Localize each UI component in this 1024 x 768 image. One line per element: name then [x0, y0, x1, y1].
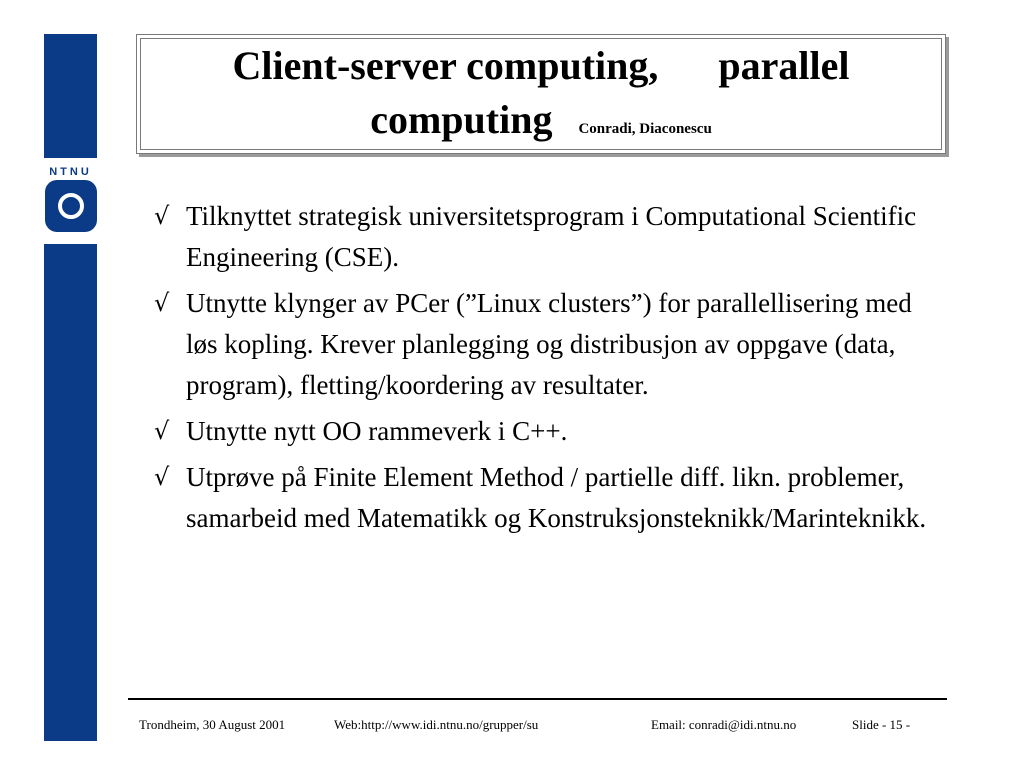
slide-authors: Conradi, Diaconescu [578, 121, 712, 137]
footer-web: Web:http://www.idi.ntnu.no/grupper/su [334, 717, 539, 732]
check-mark-icon: √ [154, 417, 170, 445]
bullet-item [148, 283, 948, 406]
footer-divider [128, 698, 947, 700]
bullet-text: Utnytte nytt OO rammeverk i C++. [186, 416, 568, 446]
bullet-list [148, 196, 948, 544]
footer-email: Email: conradi@idi.ntnu.no [651, 717, 797, 732]
slide-title-line2-text: computing [370, 97, 553, 142]
bullet-text: Utprøve på Finite Element Method / partielle diff. likn. problemer, samarbeid med Matematikk og Konstruksjonsteknikk/Marinteknikk. [186, 462, 927, 533]
footer-slide-number: Slide - 15 - [852, 717, 911, 732]
logo-ring [58, 193, 84, 219]
bullet-item [148, 196, 948, 278]
bullet-text: Utnytte klynger av PCer (”Linux clusters”) for parallellisering med løs kopling. Krever planlegging og distribusjon av oppgave (data, program), fletting/koordering av resultater. [186, 288, 912, 400]
ntnu-logo-text: NTNU [49, 166, 92, 178]
bullet-text: Tilknyttet strategisk universitetsprogram i Computational Scientific Engineering (CSE). [186, 201, 917, 272]
sidebar-bar-bottom [44, 244, 97, 741]
sidebar-bar-top [44, 34, 97, 158]
check-mark-icon: √ [154, 289, 170, 317]
slide-title-box [136, 34, 946, 154]
bullet-item [148, 411, 948, 452]
slide-title-line2 [137, 97, 945, 152]
check-mark-icon: √ [154, 202, 170, 230]
ntnu-logo-icon [45, 180, 97, 232]
slide-title-line1: Client-server computing, parallel [232, 43, 850, 88]
footer-place-date: Trondheim, 30 August 2001 [139, 717, 286, 732]
check-mark-icon: √ [154, 463, 170, 491]
bullet-item [148, 457, 948, 539]
